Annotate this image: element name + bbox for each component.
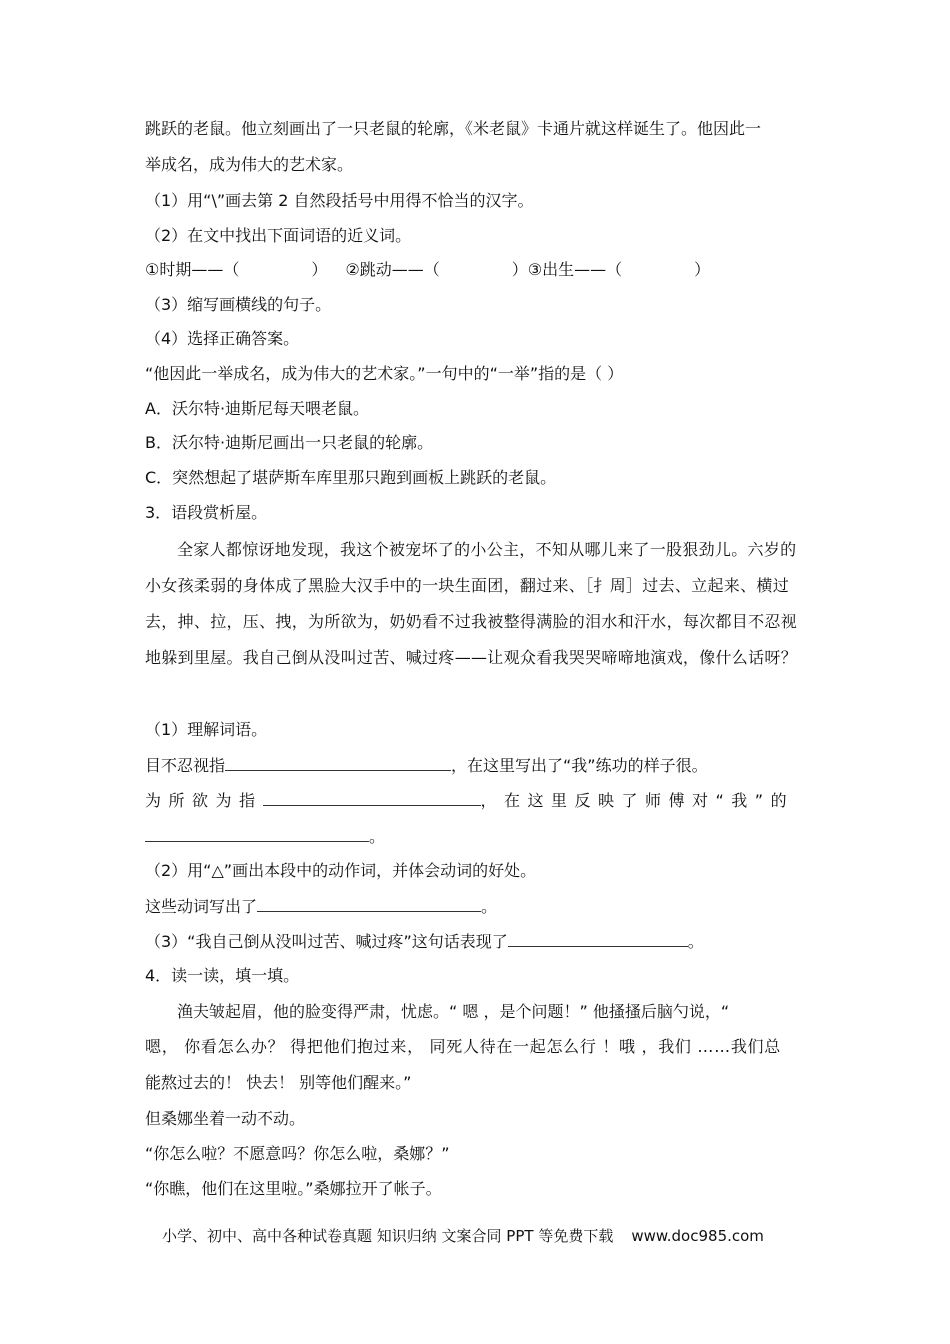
- q2-question: “他因此一举成名，成为伟大的艺术家。”一句中的“一举”指的是（ ）: [145, 364, 624, 383]
- answer-blank[interactable]: [508, 929, 688, 947]
- q3-line4: 这些动词写出了 。: [145, 894, 805, 919]
- q2-passage-line: 举成名，成为伟大的艺术家。: [145, 155, 354, 174]
- option-b[interactable]: B．沃尔特·迪斯尼画出一只老鼠的轮廓。: [145, 433, 434, 452]
- q2-sub1: （1）用“\”画去第 2 自然段括号中用得不恰当的汉字。: [145, 191, 534, 210]
- q4-passage-line: 渔夫皱起眉，他的脸变得严肃，忧虑。“ 嗯 ，是个问题！” 他搔搔后脑勺说，“: [177, 1002, 730, 1021]
- q2-sub3: （3）缩写画横线的句子。: [145, 295, 332, 314]
- q4-title: 4．读一读，填一填。: [145, 966, 300, 985]
- q4-line: 但桑娜坐着一动不动。: [145, 1109, 306, 1128]
- q3-title: 3．语段赏析屋。: [145, 503, 268, 522]
- q2-sub4: （4）选择正确答案。: [145, 329, 300, 348]
- footer-text: 小学、初中、高中各种试卷真题 知识归纳 文案合同 PPT 等免费下载: [162, 1227, 614, 1245]
- answer-blank[interactable]: [263, 788, 481, 806]
- answer-blank[interactable]: [225, 753, 451, 771]
- synonym-item-2: ②跳动——（: [345, 260, 440, 279]
- q3-passage: 全家人都惊讶地发现，我这个被宠坏了的小公主，不知从哪儿来了一股狠劲儿。六岁的小女孩柔弱的身体成了黑脸大汉手中的一块生面团，翻过来、［扌周］过去、立起来、横过去，抻、拉，压、拽，为所欲为，奶奶看不过我被整得满脸的泪水和汗水，每次都目不忍视地躲到里屋。我自己倒从没叫过苦、喊过疼——让观众看我哭哭啼啼地演戏，像什么话呀？: [145, 540, 798, 667]
- footer: [162, 1225, 764, 1247]
- q4-line: “你瞧，他们在这里啦。”桑娜拉开了帐子。: [145, 1179, 442, 1198]
- q3-sub1: （1）理解词语。: [145, 720, 268, 739]
- synonym-item-1: ①时期——（: [145, 260, 240, 279]
- q4-line: “你怎么啦？不愿意吗？你怎么啦，桑娜？”: [145, 1144, 450, 1163]
- q4-passage-line: 能熬过去的！ 快去！ 别等他们醒来。”: [145, 1073, 412, 1092]
- q2-passage-line: 跳跃的老鼠。他立刻画出了一只老鼠的轮廓，《米老鼠》卡通片就这样诞生了。他因此一: [145, 119, 762, 138]
- q3-line2: 为所欲为指 ，在这里反映了师傅对“我”的: [145, 788, 805, 813]
- option-a[interactable]: A．沃尔特·迪斯尼每天喂老鼠。: [145, 399, 370, 418]
- footer-url[interactable]: www.doc985.com: [631, 1227, 764, 1245]
- option-c[interactable]: C．突然想起了堪萨斯车库里那只跑到画板上跳跃的老鼠。: [145, 468, 557, 487]
- q2-sub2: （2）在文中找出下面词语的近义词。: [145, 226, 412, 245]
- q3-sub2: （2）用“△”画出本段中的动作词，并体会动词的好处。: [145, 861, 537, 880]
- q3-sub3: （3）“我自己倒从没叫过苦、喊过疼”这句话表现了 。: [145, 929, 805, 954]
- q4-passage-line: 嗯， 你看怎么办？ 得把他们抱过来， 同死人待在一起怎么行 ！哦 ，我们 ……我们总: [145, 1037, 781, 1056]
- synonym-item-3: ③出生——（: [527, 260, 623, 279]
- q3-line3: 。: [145, 824, 805, 849]
- answer-blank[interactable]: [145, 824, 369, 842]
- synonym-row: ①时期——（ ） ②跳动——（ ）③出生——（ ）: [145, 260, 711, 279]
- answer-blank[interactable]: [257, 894, 481, 912]
- q3-line1: 目不忍视指 ，在这里写出了“我”练功的样子很。: [145, 753, 805, 778]
